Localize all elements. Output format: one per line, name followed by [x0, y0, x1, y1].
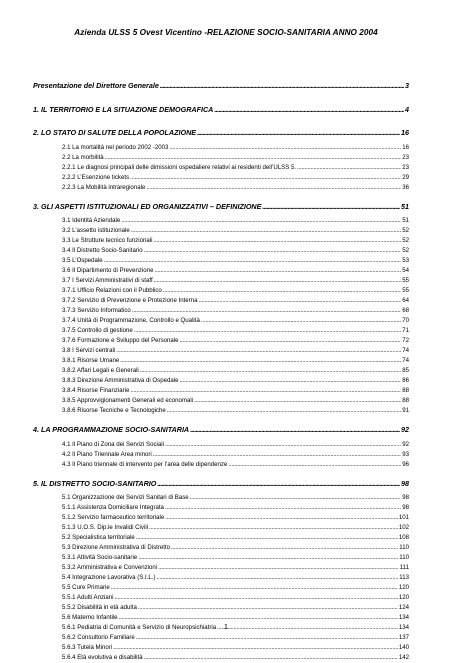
toc-dot-leader [154, 266, 401, 276]
toc-entry-page: 68 [402, 307, 409, 314]
toc-subentry[interactable] [33, 246, 409, 256]
toc-dot-leader [144, 246, 402, 256]
toc-entry-title: 5.3.2 Amministrativa e Convenzioni [62, 564, 158, 571]
toc-subentry[interactable] [33, 543, 409, 553]
toc-entry-title: 5.1.2 Servizio farmaceutico territoriale [62, 514, 165, 521]
toc-dot-leader [262, 198, 400, 217]
toc-entry-page: 96 [402, 460, 409, 468]
toc-subentry[interactable] [33, 236, 409, 246]
toc-dot-leader [160, 77, 404, 96]
toc-entry-page: 16 [402, 143, 409, 151]
toc-entry-page: 52 [402, 237, 409, 244]
toc-entry-title: 5.4 Integrazione Lavorativa (S.I.L.) [62, 574, 156, 581]
toc-subentry[interactable] [33, 553, 409, 563]
toc-subentry[interactable] [33, 643, 409, 653]
toc-entry-title: 5.6.3 Tutela Minori [62, 644, 113, 651]
toc-entry-title: 3.7.5 Controllo di gestione [62, 327, 133, 334]
toc-dot-leader [157, 475, 400, 494]
toc-dot-leader [104, 256, 402, 266]
toc-entry-title: 4.2 Il Piano Triennale Area minori [62, 450, 152, 458]
toc-entry-title: 3.7.6 Formazione e Sviluppo del Personale [62, 337, 179, 344]
toc-subentry[interactable] [33, 593, 409, 603]
toc-entry-page: 140 [398, 644, 409, 651]
toc-entry-page: 98 [401, 478, 409, 488]
toc-entry-title: 5.5.1 Adulti Anziani [62, 594, 114, 601]
toc-heading-entry[interactable] [33, 101, 409, 120]
toc-entry-page: 64 [402, 297, 409, 304]
toc-heading-entry[interactable] [33, 421, 409, 440]
toc-dot-leader [165, 503, 401, 513]
page-number: 1 [223, 622, 229, 631]
toc-entry-page: 71 [402, 327, 409, 334]
toc-subentry[interactable] [33, 153, 409, 163]
toc-dot-leader [130, 386, 401, 396]
toc-subentry[interactable] [33, 573, 409, 583]
toc-entry-title: 5.6 Materno Infantile [62, 614, 118, 621]
toc-subentry[interactable] [33, 406, 409, 416]
toc-dot-leader [121, 216, 401, 226]
toc-subentry[interactable] [33, 326, 409, 336]
toc-entry-title: 4. LA PROGRAMMAZIONE SOCIO-SANITARIA [33, 425, 190, 434]
toc-entry-page: 23 [402, 153, 409, 161]
toc-dot-leader [140, 366, 401, 376]
toc-dot-leader [201, 316, 401, 326]
toc-entry-page: 110 [399, 544, 409, 551]
toc-entry-page: 111 [399, 564, 409, 571]
toc-entry-title: 3.8 I Servizi centrali [62, 347, 116, 354]
toc-subentry[interactable] [33, 266, 409, 276]
toc-entry-page: 108 [398, 534, 409, 541]
toc-dot-leader [153, 236, 401, 246]
toc-dot-leader [180, 336, 402, 346]
toc-subentry[interactable] [33, 366, 409, 376]
toc-entry-title: 1. IL TERRITORIO E LA SITUAZIONE DEMOGRAFICA [33, 104, 214, 114]
toc-entry-page: 52 [402, 247, 409, 254]
table-of-contents [33, 77, 409, 663]
toc-subentry[interactable] [33, 143, 409, 153]
toc-subentry[interactable] [33, 603, 409, 613]
toc-subentry[interactable] [33, 226, 409, 236]
toc-subentry[interactable] [33, 386, 409, 396]
toc-heading-entry[interactable] [33, 475, 409, 494]
toc-entry-title: 5.6.4 Età evolutiva e disabilità [62, 654, 143, 661]
toc-dot-leader [136, 533, 398, 543]
toc-entry-page: 53 [402, 257, 409, 264]
toc-heading-entry[interactable] [33, 77, 409, 96]
toc-subentry[interactable] [33, 563, 409, 573]
toc-dot-leader [180, 376, 402, 386]
toc-entry-page: 4 [405, 104, 409, 114]
toc-entry-page: 3 [405, 81, 409, 90]
toc-subentry[interactable] [33, 276, 409, 286]
toc-dot-leader [136, 633, 398, 643]
toc-dot-leader [105, 153, 402, 163]
toc-dot-leader [132, 306, 401, 316]
toc-entry-page: 16 [401, 128, 409, 137]
toc-dot-leader [190, 421, 400, 440]
toc-dot-leader [171, 543, 398, 553]
toc-entry-title: 3.2 L’assetto istituzionale [62, 227, 130, 234]
toc-entry-title: 3.3 Le Strutture tecnico funzionali [62, 237, 153, 244]
toc-entry-page: 54 [402, 267, 409, 274]
toc-subentry[interactable] [33, 523, 409, 533]
toc-dot-leader [214, 101, 404, 120]
toc-entry-page: 142 [398, 654, 409, 661]
toc-entry-title: 2.1 La mortalità nel periodo 2002 -2003 [62, 143, 169, 151]
toc-entry-page: 74 [402, 347, 409, 354]
toc-entry-title: 2. LO STATO DI SALUTE DELLA POPOLAZIONE [33, 128, 197, 137]
toc-entry-page: 74 [402, 357, 409, 364]
toc-entry-title: 5.3 Direzione Amministrativa di Distretto [62, 544, 171, 551]
toc-heading-entry[interactable] [33, 198, 409, 217]
toc-dot-leader [165, 440, 401, 450]
toc-entry-title: 4.3 Il Piano triennale di intervento per l’area delle dipendenze [62, 460, 228, 468]
toc-entry-title: 5. IL DISTRETTO SOCIO-SANITARIO [33, 478, 157, 488]
toc-entry-page: 134 [398, 624, 409, 631]
toc-dot-leader [167, 406, 401, 416]
toc-dot-leader [146, 183, 401, 193]
toc-entry-page: 91 [402, 407, 409, 414]
toc-dot-leader [120, 356, 401, 366]
toc-subentry[interactable] [33, 286, 409, 296]
toc-heading-entry[interactable] [33, 124, 409, 143]
toc-dot-leader [199, 296, 402, 306]
toc-entry-page: 23 [402, 163, 409, 171]
toc-dot-leader [138, 603, 398, 613]
toc-dot-leader [190, 493, 402, 503]
toc-entry-title: 3.7.4 Unità di Programmazione, Controllo e Qualità [62, 317, 200, 324]
toc-entry-title: 5.1 Organizzazione dei Servizi Sanitari di Base [62, 494, 189, 501]
toc-subentry[interactable] [33, 653, 409, 663]
toc-dot-leader [138, 553, 398, 563]
toc-entry-title: 5.6.1 Pediatria di Comunità e Servizio di Neuropsichiatria [62, 624, 217, 631]
toc-subentry[interactable] [33, 336, 409, 346]
toc-dot-leader [149, 523, 398, 533]
toc-entry-page: 93 [402, 450, 409, 458]
toc-entry-page: 55 [402, 277, 409, 284]
toc-entry-title: 4.1 Il Piano di Zona dei Servizi Sociali [62, 440, 164, 448]
toc-entry-title: 5.5.2 Disabilità in età adulta [62, 604, 137, 611]
toc-entry-page: 98 [402, 494, 409, 501]
toc-subentry[interactable] [33, 450, 409, 460]
toc-entry-title: 5.5 Cure Primarie [62, 584, 110, 591]
toc-dot-leader [116, 346, 401, 356]
toc-entry-page: 120 [398, 594, 409, 601]
toc-entry-page: 51 [402, 217, 409, 224]
toc-subentry[interactable] [33, 440, 409, 450]
toc-entry-title: 3. GLI ASPETTI ISTITUZIONALI ED ORGANIZZATIVI – DEFINIZIONE [33, 201, 262, 211]
toc-dot-leader [131, 226, 401, 236]
toc-dot-leader [169, 143, 401, 153]
toc-entry-page: 101 [398, 514, 409, 521]
toc-entry-title: 3.8.1 Risorse Umane [62, 357, 120, 364]
toc-subentry[interactable] [33, 316, 409, 326]
toc-entry-title: 2.2.3 La Mobilità intraregionale [62, 183, 146, 191]
toc-entry-page: 72 [402, 337, 409, 344]
toc-entry-page: 110 [399, 554, 409, 561]
toc-entry-page: 92 [402, 440, 409, 448]
toc-subentry[interactable] [33, 296, 409, 306]
toc-entry-page: 70 [402, 317, 409, 324]
toc-entry-title: 3.7.3 Servizio Informatico [62, 307, 131, 314]
toc-dot-leader [144, 653, 398, 663]
toc-entry-title: 5.2 Specialistica territoriale [62, 534, 135, 541]
toc-entry-title: 3.8.4 Risorse Finanziarie [62, 387, 130, 394]
toc-entry-title: 3.5 L’Ospedale [62, 257, 103, 264]
toc-dot-leader [154, 276, 402, 286]
toc-dot-leader [130, 173, 401, 183]
toc-dot-leader [194, 396, 401, 406]
toc-entry-title: 2.2.2 L’Esenzione tickets [62, 173, 130, 181]
toc-entry-title: 3.8.6 Risorse Tecniche e Tecnologiche [62, 407, 166, 414]
toc-entry-title: 3.1 Identità Aziendale [62, 217, 121, 224]
toc-entry-page: 134 [398, 614, 409, 621]
toc-entry-page: 55 [402, 287, 409, 294]
toc-entry-title: 3.7.1 Ufficio Relazioni con il Pubblico [62, 287, 162, 294]
toc-entry-page: 86 [402, 377, 409, 384]
toc-entry-page: 85 [402, 367, 409, 374]
toc-entry-title: 5.1.1 Assistenza Domiciliare Integrata [62, 504, 164, 511]
toc-subentry[interactable] [33, 356, 409, 366]
toc-entry-title: 5.1.3 U.O.S. Dip.le Invalidi Civili [62, 524, 149, 531]
toc-entry-page: 88 [402, 397, 409, 404]
toc-dot-leader [228, 460, 401, 470]
toc-subentry[interactable] [33, 633, 409, 643]
toc-entry-title: 5.3.1 Attività Socio-sanitarie [62, 554, 138, 561]
toc-entry-title: 3.6 Il Dipartimento di Prevenzione [62, 267, 154, 274]
toc-entry-page: 120 [398, 584, 409, 591]
toc-dot-leader [115, 593, 398, 603]
toc-dot-leader [134, 326, 401, 336]
toc-dot-leader [153, 450, 401, 460]
toc-entry-title: 3.7.2 Servizio di Prevenzione e Protezione Interna [62, 297, 198, 304]
toc-subentry[interactable] [33, 396, 409, 406]
toc-dot-leader [297, 163, 401, 173]
toc-entry-page: 98 [402, 504, 409, 511]
toc-subentry[interactable] [33, 163, 409, 173]
running-header: Azienda ULSS 5 Ovest Vicentino -RELAZIONE SOCIO-SANITARIA ANNO 2004 [74, 28, 378, 37]
toc-dot-leader [113, 643, 398, 653]
toc-subentry[interactable] [33, 256, 409, 266]
toc-subentry[interactable] [33, 493, 409, 503]
toc-entry-title: 2.2.1 Le diagnosi principali delle dimissioni ospedaliere relativi ai residenti dell’ULSS 5. [62, 163, 297, 171]
toc-subentry[interactable] [33, 216, 409, 226]
toc-entry-page: 29 [402, 173, 409, 181]
toc-dot-leader [158, 563, 399, 573]
toc-subentry[interactable] [33, 173, 409, 183]
toc-entry-title: 3.4 Il Distretto Socio-Sanitario [62, 247, 143, 254]
toc-subentry[interactable] [33, 583, 409, 593]
toc-dot-leader [165, 513, 398, 523]
toc-subentry[interactable] [33, 376, 409, 386]
toc-entry-title: 3.8.5 Approvvigionamenti Generali ed economali [62, 397, 194, 404]
toc-entry-page: 113 [399, 574, 409, 581]
toc-subentry[interactable] [33, 183, 409, 193]
toc-subentry[interactable] [33, 460, 409, 470]
toc-entry-page: 88 [402, 387, 409, 394]
toc-subentry[interactable] [33, 306, 409, 316]
toc-subentry[interactable] [33, 513, 409, 523]
toc-entry-title: 3.8.2 Affari Legali e Generali [62, 367, 139, 374]
toc-entry-page: 52 [402, 227, 409, 234]
toc-subentry[interactable] [33, 346, 409, 356]
toc-entry-title: 5.6.2 Consultorio Familiare [62, 634, 135, 641]
toc-dot-leader [111, 583, 398, 593]
toc-entry-page: 137 [398, 634, 409, 641]
toc-subentry[interactable] [33, 503, 409, 513]
toc-entry-page: 102 [398, 524, 409, 531]
toc-entry-title: 3.7 I Servizi Amministrativi di staff [62, 277, 153, 284]
toc-entry-title: 3.8.3 Direzione Amministrativa di Ospedale [62, 377, 179, 384]
toc-dot-leader [197, 124, 400, 143]
toc-entry-page: 124 [398, 604, 409, 611]
toc-subentry[interactable] [33, 533, 409, 543]
toc-entry-page: 92 [401, 425, 409, 434]
toc-entry-page: 36 [402, 183, 409, 191]
toc-entry-title: Presentazione del Direttore Generale [33, 81, 159, 90]
toc-dot-leader [163, 286, 401, 296]
toc-dot-leader [157, 573, 399, 583]
toc-entry-title: 2.2 La morbilità [62, 153, 104, 161]
toc-entry-page: 51 [401, 201, 409, 211]
